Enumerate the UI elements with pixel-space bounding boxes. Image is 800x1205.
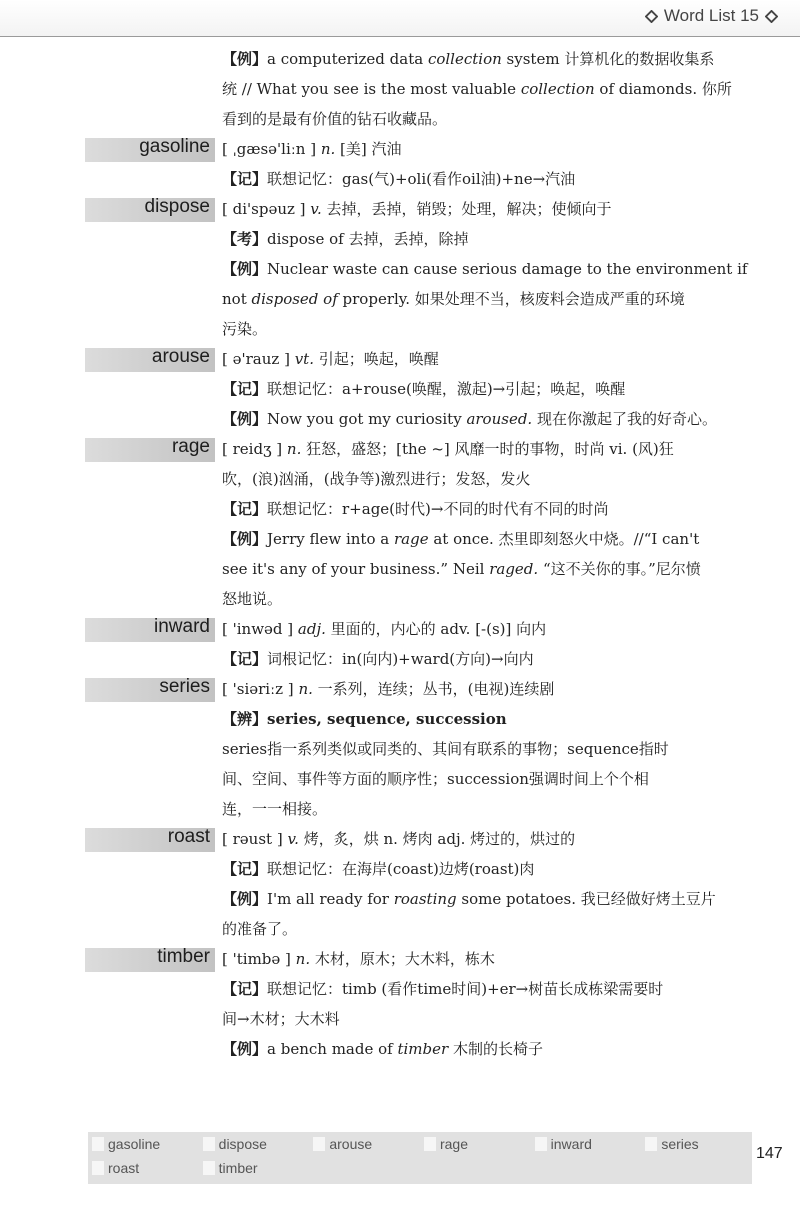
diamond-icon (765, 10, 778, 23)
line-emphasis: n. (320, 140, 336, 158)
header-title: Word List 15 (663, 6, 759, 25)
entry-line (222, 314, 754, 344)
entry-line (222, 104, 754, 134)
entry-line (222, 794, 754, 824)
line-emphasis: vt. (294, 350, 314, 368)
word-entry (0, 434, 800, 614)
entry-line (222, 224, 754, 254)
word-entry (0, 944, 800, 1064)
section-tag: 【例】 (222, 890, 268, 908)
word-entry (0, 44, 800, 134)
line-emphasis: n. (298, 680, 313, 698)
entry-line (222, 464, 754, 494)
line-text: a bench made of (267, 1040, 398, 1058)
word-entry (0, 614, 800, 674)
entry-line (222, 824, 754, 854)
line-text: 看到的是最有价值的钻石收藏品。 (222, 110, 448, 128)
line-emphasis: collection (520, 80, 595, 98)
headword: rage (171, 436, 210, 457)
line-text: 联想记忆：在海岸(coast)边烤(roast)肉 (267, 860, 535, 878)
line-text-tail: 木制的长椅子 (448, 1040, 543, 1058)
word-entry (0, 194, 800, 344)
footer-word: series (641, 1132, 752, 1156)
line-text: dispose of 去掉，丢掉，除掉 (267, 230, 469, 248)
line-text-tail: of diamonds. 你所 (594, 80, 732, 98)
footer-word: arouse (309, 1132, 420, 1156)
line-text-tail: 狂怒，盛怒；[the ~] 风靡一时的事物，时尚 vi. (风)狂 (301, 440, 674, 458)
entry-line (222, 584, 754, 614)
line-text: 连，一一相接。 (222, 800, 328, 818)
line-emphasis: disposed of (251, 290, 338, 308)
headword: inward (154, 616, 210, 637)
section-tag: 【辨】 (222, 710, 268, 728)
line-text-tail: 里面的，内心的 adv. [-(s)] 向内 (325, 620, 547, 638)
section-tag: 【记】 (222, 500, 268, 518)
entry-line (222, 704, 754, 734)
line-text: 统 // What you see is the most valuable (222, 80, 521, 98)
line-text-tail: 去掉，丢掉，销毁；处理，解决；使倾向于 (321, 200, 612, 218)
line-emphasis: raged. (489, 560, 539, 578)
headword: dispose (144, 196, 210, 217)
line-text-tail: at once. 杰里即刻怒火中烧。//“I can't (428, 530, 700, 548)
word-list-content (0, 44, 800, 1064)
line-text: 的准备了。 (222, 920, 298, 938)
entry-line (222, 404, 754, 434)
line-text: Now you got my curiosity (267, 410, 467, 428)
entry-line (222, 164, 754, 194)
section-tag: 【例】 (222, 260, 268, 278)
footer-grid (88, 1132, 752, 1180)
line-text-tail: 木材，原木；大木料，栋木 (310, 950, 495, 968)
section-tag: 【例】 (222, 1040, 268, 1058)
line-text: Jerry flew into a (267, 530, 394, 548)
line-text: [ ˌgæsə'liːn ] (222, 140, 321, 158)
line-text: Nuclear waste can cause serious damage to the environment if (267, 260, 748, 278)
line-text: 怒地说。 (222, 590, 283, 608)
line-emphasis: roasting (393, 890, 457, 908)
page-header (0, 0, 800, 37)
line-text: 联想记忆：a+rouse(唤醒，激起)→引起；唤起，唤醒 (267, 380, 626, 398)
line-text: 联想记忆：r+age(时代)→不同的时代有不同的时尚 (267, 500, 609, 518)
page-number: 147 (756, 1145, 783, 1162)
line-text-tail: [美] 汽油 (335, 140, 402, 158)
entry-line (222, 284, 754, 314)
line-text: a computerized data (267, 50, 428, 68)
headword: gasoline (139, 136, 210, 157)
entry-line (222, 74, 754, 104)
footer-word: inward (531, 1132, 642, 1156)
footer-word: timber (199, 1156, 310, 1180)
line-text: [ 'inwəd ] (222, 620, 298, 638)
headword: series (159, 676, 210, 697)
entry-line (222, 374, 754, 404)
entry-line (222, 644, 754, 674)
line-emphasis: v. (310, 200, 322, 218)
line-emphasis: v. (287, 830, 299, 848)
entry-line (222, 44, 754, 74)
line-emphasis: n. (295, 950, 311, 968)
entry-line (222, 344, 754, 374)
entry-line (222, 734, 754, 764)
entry-line (222, 434, 754, 464)
section-tag: 【记】 (222, 650, 268, 668)
line-text: 联想记忆：timb (看作time时间)+er→树苗长成栋梁需要时 (267, 980, 664, 998)
line-text: [ 'timbə ] (222, 950, 296, 968)
line-text: 污染。 (222, 320, 268, 338)
entry-line (222, 974, 754, 1004)
footer-word: dispose (199, 1132, 310, 1156)
section-tag: 【记】 (222, 170, 268, 188)
line-emphasis: adj. (297, 620, 326, 638)
headword: arouse (151, 346, 210, 367)
line-text-tail: system 计算机化的数据收集系 (501, 50, 715, 68)
line-text: [ 'siəriːz ] (222, 680, 299, 698)
section-tag: 【例】 (222, 530, 268, 548)
line-text: [ rəust ] (222, 830, 288, 848)
line-text: [ reidʒ ] (222, 440, 287, 458)
section-tag: 【考】 (222, 230, 268, 248)
headword: roast (167, 826, 210, 847)
word-entry (0, 134, 800, 194)
line-emphasis: rage (393, 530, 429, 548)
line-text: series指一系列类似或同类的、其间有联系的事物；sequence指时 (222, 740, 669, 758)
line-emphasis: n. (286, 440, 302, 458)
word-entry (0, 824, 800, 944)
footer-word: rage (420, 1132, 531, 1156)
line-text: see it's any of your business.” Neil (222, 560, 490, 578)
entry-line (222, 1004, 754, 1034)
line-text-tail: “这不关你的事。”尼尔愤 (538, 560, 701, 578)
entry-line (222, 884, 754, 914)
line-text-tail: properly. 如果处理不当，核废料会造成严重的环境 (337, 290, 685, 308)
entry-line (222, 674, 754, 704)
line-text-tail: 烤，炙，烘 n. 烤肉 adj. 烤过的，烘过的 (298, 830, 576, 848)
footer-word: roast (88, 1156, 199, 1180)
line-text-tail: 现在你激起了我的好奇心。 (532, 410, 717, 428)
entry-line (222, 914, 754, 944)
line-emphasis: aroused. (466, 410, 533, 428)
line-text: 联想记忆：gas(气)+oli(看作oil油)+ne→汽油 (267, 170, 576, 188)
line-text: 间→木材；大木料 (222, 1010, 340, 1028)
diamond-icon (645, 10, 658, 23)
line-emphasis: collection (427, 50, 502, 68)
header-title-group (645, 6, 778, 26)
headword: timber (157, 946, 210, 967)
entry-line (222, 554, 754, 584)
entry-line (222, 194, 754, 224)
line-text: series, sequence, succession (267, 710, 507, 728)
entry-line (222, 524, 754, 554)
word-entry (0, 344, 800, 434)
line-text: [ di'spəuz ] (222, 200, 311, 218)
entry-line (222, 764, 754, 794)
section-tag: 【记】 (222, 980, 268, 998)
section-tag: 【例】 (222, 50, 268, 68)
line-emphasis: timber (397, 1040, 449, 1058)
line-text: I'm all ready for (267, 890, 394, 908)
section-tag: 【记】 (222, 860, 268, 878)
line-text: [ ə'rauz ] (222, 350, 295, 368)
entry-line (222, 494, 754, 524)
entry-line (222, 254, 754, 284)
section-tag: 【例】 (222, 410, 268, 428)
entry-line (222, 614, 754, 644)
line-text: 间、空间、事件等方面的顺序性；succession强调时间上个个相 (222, 770, 649, 788)
word-entry (0, 674, 800, 824)
entry-line (222, 1034, 754, 1064)
section-tag: 【记】 (222, 380, 268, 398)
line-text: 词根记忆：in(向内)+ward(方向)→向内 (267, 650, 534, 668)
entry-line (222, 944, 754, 974)
line-text: 吹，(浪)汹涌，(战争等)激烈进行；发怒，发火 (222, 470, 531, 488)
line-text-tail: 引起；唤起，唤醒 (313, 350, 439, 368)
footer-word-index (88, 1132, 752, 1184)
line-text-tail: some potatoes. 我已经做好烤土豆片 (456, 890, 716, 908)
line-text: not (222, 290, 252, 308)
entry-line (222, 134, 754, 164)
footer-word: gasoline (88, 1132, 199, 1156)
entry-line (222, 854, 754, 884)
line-text-tail: 一系列，连续；丛书，(电视)连续剧 (312, 680, 555, 698)
